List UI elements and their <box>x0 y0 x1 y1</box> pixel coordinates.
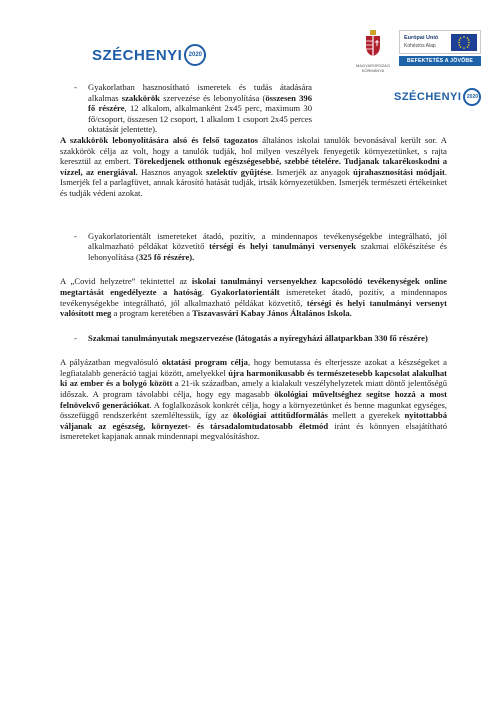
bold-run: térségi és helyi tanulmányi versenyt valósított meg <box>60 297 447 319</box>
document-body <box>60 82 447 442</box>
bold-run: ökológiai attitűdformálás <box>232 410 328 421</box>
bold-run: összesen 396 fő részére <box>88 92 312 114</box>
bold-run: ökológiai műveltséghez segítse hozzá a most felnövekvő generációkat <box>60 389 447 410</box>
logo2-text: SZÉCHENYI <box>394 91 462 103</box>
text-run: ismereteket átadó, pozitív, a mindennapos tevékenységekbe integrálható, jól alkalmazható példákat közvetítő, <box>60 286 447 308</box>
bullet-workshops <box>60 82 312 135</box>
text-run: . Ismerjék az anyagok <box>270 166 354 177</box>
text-run: a 21-ik században, amely a kialakult veszélyhelyzetek miatt döntő jelentőségű időszak. A program távolabbi célja, hogy egy magasabb <box>60 378 448 400</box>
text-run: . Ismerjék fel a parlagfüvet, annak károsító hatását tudják, irtsák környezetükben. Ismerjék természeti értékeinket és tudják védeni azokat. <box>60 166 447 198</box>
bullet-marker: - <box>74 230 77 241</box>
bold-run: Tiszavasvári Kabay János Általános Iskola. <box>192 308 352 319</box>
text-run: , hogy bemutassa és elterjessze azokat a készségeket a legfiatalabb generáció tagjai között, amelyekkel <box>60 357 447 378</box>
bullet-text <box>88 333 447 344</box>
text-run: A pályázatban megvalósuló <box>60 357 162 368</box>
paragraph-program-goal <box>60 357 447 442</box>
text-run: Gyakorlatban hasznosítható ismeretek és tudás átadására alkalmas <box>88 82 312 103</box>
text-run: szervezése és lebonyolítása ( <box>159 92 266 103</box>
eu-flag-icon <box>451 34 477 51</box>
text-run: . <box>201 286 211 297</box>
gov-line-1: MAGYARORSZÁG <box>356 63 390 68</box>
bold-run: iskolai tanulmányi versenyekhez kapcsolódó tevékenységek online megtartását engedélyezte a hatóság <box>60 276 447 297</box>
bullet-study-trips <box>60 333 447 344</box>
paragraph-covid <box>60 276 447 318</box>
bold-run: szelektív gyűjtése <box>205 166 271 177</box>
bold-run: oktatási program célja <box>161 357 248 368</box>
text-run: Gyakorlatorientált ismereteket átadó, pozitív, a mindennapos tevékenységekbe integrálható, jól alkalmazható példákat közvetítő <box>88 230 447 252</box>
text-run: iránt és könnyen elsajátítható ismereteket kapjanak annak mindennapi megvalósításhoz. <box>60 420 447 442</box>
logo-badge: 2020 <box>184 44 206 66</box>
text-run: . A foglalkozások konkrét célja, hogy a környezetünket és benne magunkat egységes, összefüggő rendszerként szemléltessük, így az <box>60 399 447 421</box>
text-run: A „Covid helyzetre” tekintettel az <box>60 276 192 287</box>
eu-logo <box>399 30 481 54</box>
text-run: Hasznos anyagok <box>137 166 206 177</box>
eu-fund: Kohéziós Alap <box>404 43 436 49</box>
gov-line-2: KORMÁNYA <box>361 68 385 73</box>
text-run: , 12 alkalom, alkalmanként 2x45 perc, maximum 30 fő/csoport, összesen 12 csoport, 1 alkalom 1 csoport 2x45 perces oktatását jelentette). <box>88 103 312 135</box>
text-run: szakmai előkészítése és lebonyolítása ( <box>88 241 448 262</box>
bullet-text <box>88 82 312 135</box>
bold-run: térségi és helyi tanulmányi versenyek <box>209 241 356 252</box>
bold-run: Szakmai tanulmányutak megszervezése (látogatás a nyíregyházi állatparkban 330 fő részére) <box>88 332 428 343</box>
bold-run: Törekedjenek otthonuk egészségesebbé, szebbé tételére. Tudjanak takarékoskodni a vízzel, az energiával. <box>60 156 447 177</box>
bold-run: újra harmonikusabb és természetesebb kapcsolat alakulhat ki az ember és a bolygó között <box>60 367 448 389</box>
bold-run: nyitottabbá váljanak az egészség, környezet- és társadalomtudatosabb életmód <box>60 410 447 431</box>
bold-run: A szakkörök lebonyolítására alsó és felső tagozatos <box>60 134 258 145</box>
bold-run: szakkörök <box>121 92 160 103</box>
eu-banner: BEFEKTETÉS A JÖVŐBE <box>399 56 481 66</box>
szechenyi-2020-logo <box>92 44 206 66</box>
logo-text: SZÉCHENYI <box>92 46 183 64</box>
bullet-text <box>88 231 447 263</box>
coat-of-arms-icon <box>364 30 382 56</box>
bold-run: újrahasznosítási módjait <box>353 166 445 177</box>
text-run: általános iskolai tanulók bevonásával került sor. A szakkörök célja az volt, hogy a tanulók tudják, hol milyen veszélyek fenyegetik környezetünket, s rajta keresztül az embert. <box>60 134 448 167</box>
bullet-competitions <box>60 231 447 263</box>
text-run: mellett a gyerekek <box>327 410 405 421</box>
text-run: a program keretében a <box>111 308 193 319</box>
bullet-marker: - <box>74 82 77 92</box>
hungarian-government-logo <box>350 30 396 73</box>
bold-run: Gyakorlatorientált <box>210 286 280 297</box>
logo2-badge: 2020 <box>463 88 481 106</box>
eu-title: Európai Unió <box>404 35 439 41</box>
paragraph-workshop-goals <box>60 135 447 199</box>
bold-run: 325 fő részére). <box>138 251 195 262</box>
bullet-marker: - <box>74 332 77 343</box>
